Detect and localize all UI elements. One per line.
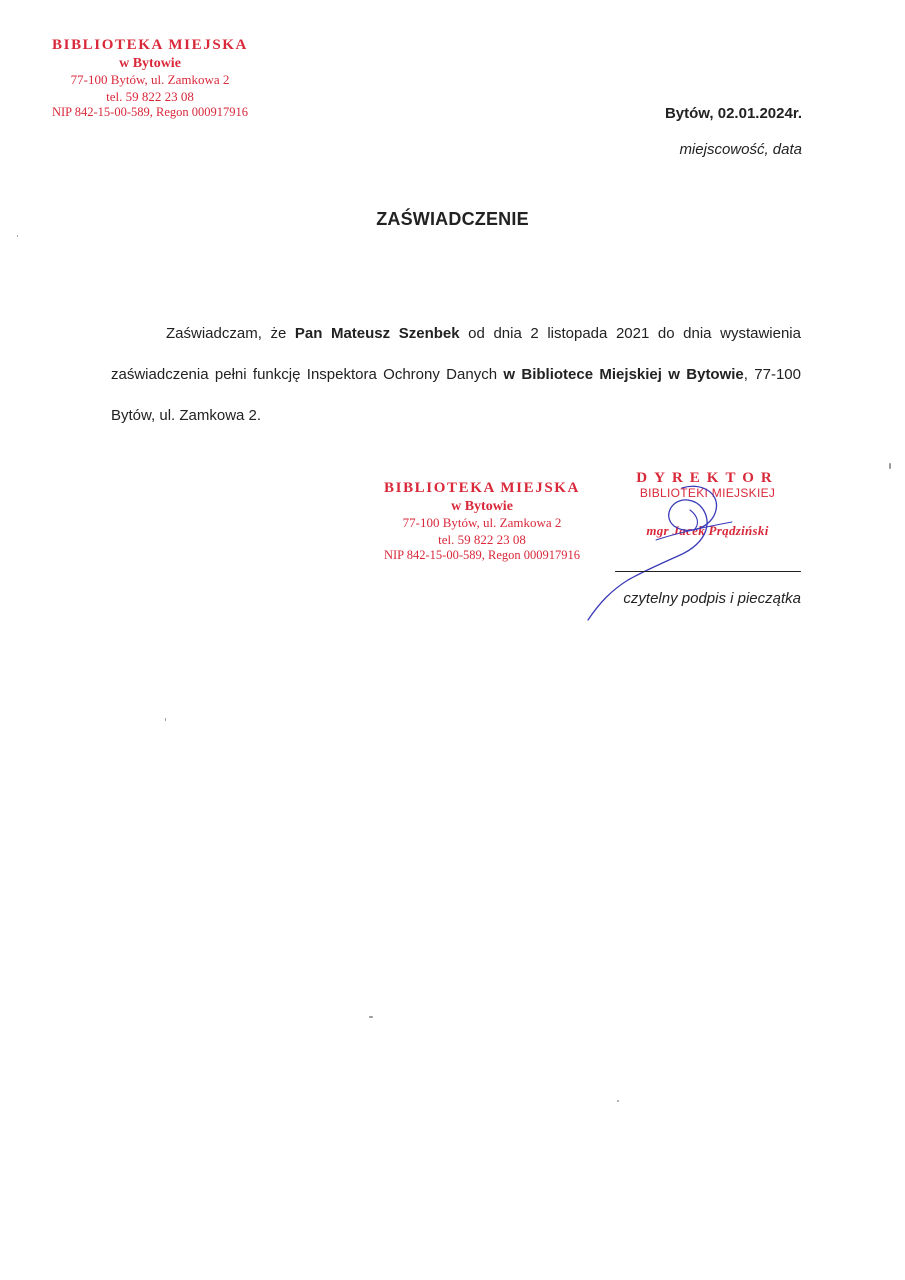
director-institution: BIBLIOTEKI MIEJSKIEJ xyxy=(639,486,776,500)
director-name: mgr Jacek Prądziński xyxy=(646,523,769,538)
library-stamp-header xyxy=(40,36,260,120)
director-title: DYREKTOR xyxy=(636,470,779,486)
body-text-part-1: Zaświadczam, że xyxy=(166,325,295,342)
body-text-part-3: , 77-100 Bytów, ul. Zamkowa 2. xyxy=(111,366,801,424)
stamp-address: 77-100 Bytów, ul. Zamkowa 2 xyxy=(70,72,230,88)
certificate-body xyxy=(111,313,801,436)
body-text-part-2: od dnia 2 listopada 2021 do dnia wystawienia zaświadczenia pełni funkcję Inspektora Ochrony Danych xyxy=(111,325,801,383)
stamp-address: 77-100 Bytów, ul. Zamkowa 2 xyxy=(402,515,562,531)
person-name: Pan Mateusz Szenbek xyxy=(294,325,460,342)
scan-speck xyxy=(17,235,18,237)
scan-speck xyxy=(369,1016,373,1018)
stamp-ids: NIP 842-15-00-589, Regon 000917916 xyxy=(51,104,249,119)
stamp-title: BIBLIOTEKA MIEJSKA xyxy=(52,37,248,53)
signature-line xyxy=(615,571,801,572)
place-date: Bytów, 02.01.2024r. xyxy=(664,105,802,122)
stamp-phone: tel. 59 822 23 08 xyxy=(106,88,194,104)
scan-speck xyxy=(889,463,891,469)
place-date-caption: miejscowość, data xyxy=(679,141,802,158)
scan-speck xyxy=(617,1100,619,1102)
institution-name: w Bibliotece Miejskiej w Bytowie xyxy=(503,366,744,383)
stamp-subtitle: w Bytowie xyxy=(451,498,513,514)
scan-speck xyxy=(165,718,166,721)
stamp-phone: tel. 59 822 23 08 xyxy=(438,531,526,547)
signature-caption: czytelny podpis i pieczątka xyxy=(623,590,801,607)
stamp-title: BIBLIOTEKA MIEJSKA xyxy=(384,480,580,496)
document-title: ZAŚWIADCZENIE xyxy=(376,209,529,229)
stamp-ids: NIP 842-15-00-589, Regon 000917916 xyxy=(383,547,581,562)
stamp-subtitle: w Bytowie xyxy=(119,55,181,71)
library-stamp-footer xyxy=(372,479,592,563)
